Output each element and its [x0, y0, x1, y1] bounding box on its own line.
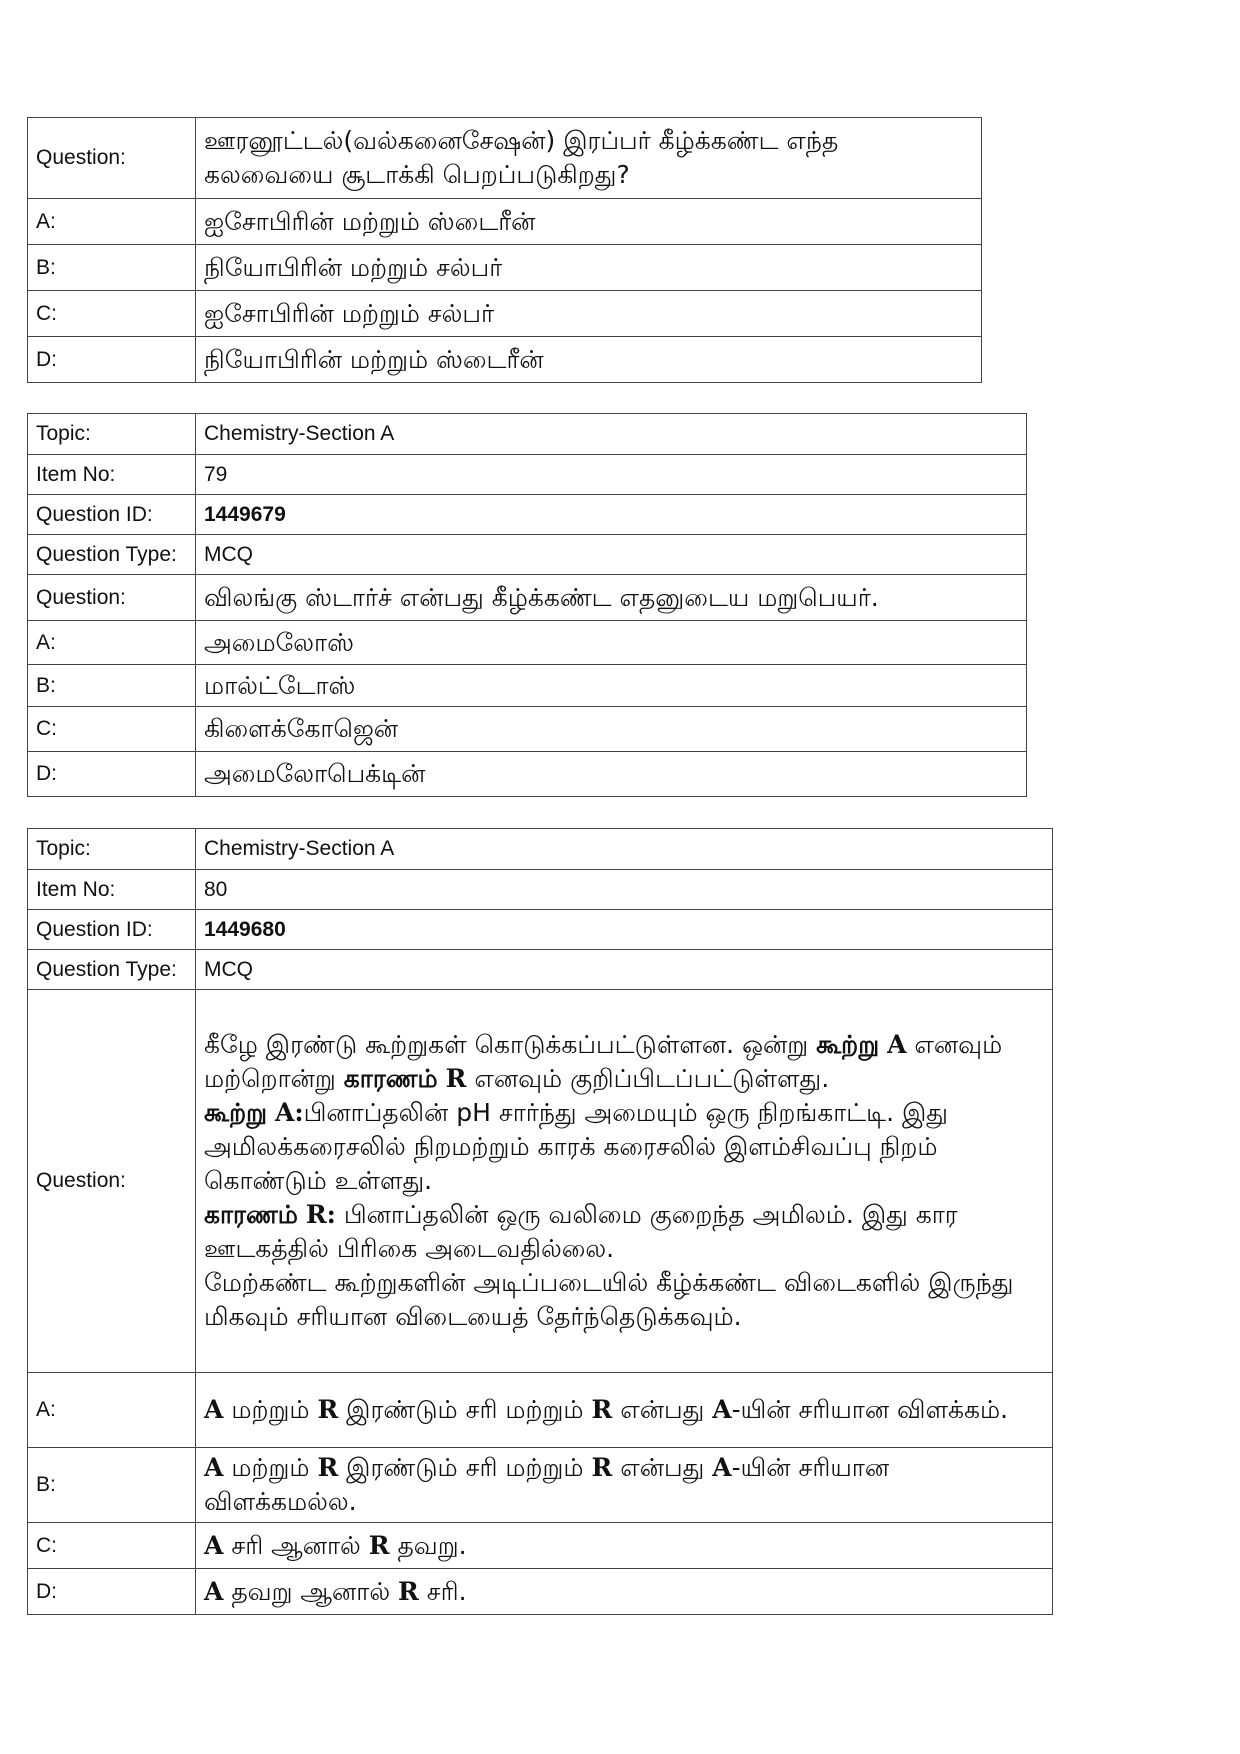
- option-b-text: [196, 1448, 1053, 1523]
- statement-heading: கூற்று: [204, 1098, 267, 1127]
- letter-r: R: [368, 1530, 390, 1560]
- option-text: -யின் சரியான விளக்கமல்ல.: [204, 1453, 890, 1516]
- letter-r: R: [317, 1395, 339, 1424]
- option-row-d: [28, 337, 982, 383]
- option-text: மற்றும்: [223, 1395, 318, 1424]
- option-a-label: A:: [28, 621, 196, 665]
- item-no-row: [28, 870, 1053, 910]
- question-80-table: [27, 828, 1053, 1615]
- question-type-value: MCQ: [196, 535, 1027, 575]
- option-a-text: ஐசோபிரின் மற்றும் ஸ்டைரீன்: [196, 199, 982, 245]
- question-row: [28, 990, 1053, 1373]
- option-text: -யின் சரியான விளக்கம்.: [731, 1395, 1009, 1424]
- question-label: Question:: [28, 118, 196, 199]
- option-d-text: [196, 1569, 1053, 1615]
- option-row-b: [28, 1448, 1053, 1523]
- letter-r: R: [445, 1064, 467, 1093]
- statement-text: பினாப்தலின் pH சார்ந்து அமையும் ஒரு நிறங்காட்டி. இது அமிலக்கரைசலில் நிறமற்றும் காரக் கரைசலில் இளம்சிவப்பு நிறம் கொண்டும் உள்ளது.: [204, 1098, 948, 1195]
- statement-letter: A:: [274, 1098, 304, 1127]
- instruction-text: மேற்கண்ட கூற்றுகளின் அடிப்படையில் கீழ்க்கண்ட விடைகளில் இருந்து மிகவும் சரியான விடையைத் தேர்ந்தெடுக்கவும்.: [204, 1268, 1014, 1331]
- statement-word: கூற்று: [816, 1030, 880, 1059]
- option-d-label: D:: [28, 1569, 196, 1615]
- question-text: ஊரனூட்டல்(வல்கனைசேஷன்) இரப்பர் கீழ்க்கண்ட எந்த கலவையை சூடாக்கி பெறப்படுகிறது?: [196, 118, 982, 199]
- question-id-row: [28, 495, 1027, 535]
- item-no-value: 79: [196, 455, 1027, 495]
- option-text: என்பது: [612, 1453, 713, 1482]
- option-c-text: [196, 1523, 1053, 1569]
- topic-label: Topic:: [28, 829, 196, 870]
- intro-text: கீழே இரண்டு கூற்றுகள் கொடுக்கப்பட்டுள்ளன. ஒன்று: [204, 1030, 817, 1059]
- letter-a: A: [712, 1453, 732, 1482]
- option-text: மற்றும்: [223, 1453, 318, 1482]
- option-row-a: [28, 1373, 1053, 1448]
- option-row-c: [28, 291, 982, 337]
- option-b-text: நியோபிரின் மற்றும் சல்பர்: [196, 245, 982, 291]
- option-row-d: [28, 1569, 1053, 1615]
- option-a-text: அமைலோஸ்: [196, 621, 1027, 665]
- letter-r: R: [398, 1576, 419, 1606]
- option-a-text: [196, 1373, 1053, 1448]
- option-b-label: B:: [28, 245, 196, 291]
- option-c-text: ஐசோபிரின் மற்றும் சல்பர்: [196, 291, 982, 337]
- option-d-text: அமைலோபெக்டின்: [196, 752, 1027, 797]
- reason-word: காரணம்: [343, 1064, 438, 1093]
- option-d-label: D:: [28, 337, 196, 383]
- option-text: சரி.: [418, 1576, 467, 1606]
- question-type-label: Question Type:: [28, 535, 196, 575]
- option-row-c: [28, 1523, 1053, 1569]
- question-id-label: Question ID:: [28, 910, 196, 950]
- option-row-b: [28, 665, 1027, 707]
- option-a-label: A:: [28, 199, 196, 245]
- item-no-value: 80: [196, 870, 1053, 910]
- question-type-value: MCQ: [196, 950, 1053, 990]
- question-text: விலங்கு ஸ்டார்ச் என்பது கீழ்க்கண்ட எதனுடைய மறுபெயர்.: [196, 575, 1027, 621]
- topic-value: Chemistry-Section A: [196, 414, 1027, 455]
- intro-text-3: எனவும் குறிப்பிடப்பட்டுள்ளது.: [466, 1064, 830, 1093]
- option-text: தவறு ஆனால்: [223, 1576, 399, 1606]
- question-type-row: [28, 535, 1027, 575]
- option-text: இரண்டும் சரி மற்றும்: [338, 1453, 592, 1482]
- question-label: Question:: [28, 575, 196, 621]
- question-row: [28, 575, 1027, 621]
- question-id-value: 1449680: [196, 910, 1053, 950]
- option-c-label: C:: [28, 707, 196, 752]
- option-text: தவறு.: [389, 1530, 467, 1560]
- letter-r: R: [591, 1453, 613, 1482]
- question-type-row: [28, 950, 1053, 990]
- question-id-label: Question ID:: [28, 495, 196, 535]
- question-text: [196, 990, 1053, 1373]
- question-label: Question:: [28, 990, 196, 1373]
- option-c-label: C:: [28, 291, 196, 337]
- option-b-label: B:: [28, 665, 196, 707]
- question-78-table: [27, 117, 982, 383]
- item-no-label: Item No:: [28, 455, 196, 495]
- intro-text-2: எனவும் மற்றொன்று: [204, 1030, 1003, 1093]
- topic-row: [28, 414, 1027, 455]
- option-c-text: கிளைக்கோஜென்: [196, 707, 1027, 752]
- option-b-label: B:: [28, 1448, 196, 1523]
- question-type-label: Question Type:: [28, 950, 196, 990]
- option-a-label: A:: [28, 1373, 196, 1448]
- reason-text: பினாப்தலின் ஒரு வலிமை குறைந்த அமிலம். இது கார ஊடகத்தில் பிரிகை அடைவதில்லை.: [204, 1200, 958, 1263]
- option-row-b: [28, 245, 982, 291]
- question-row: [28, 118, 982, 199]
- topic-label: Topic:: [28, 414, 196, 455]
- reason-letter: R:: [305, 1200, 336, 1229]
- item-no-row: [28, 455, 1027, 495]
- letter-a: A: [887, 1030, 907, 1059]
- letter-r: R: [591, 1395, 613, 1424]
- letter-a: A: [204, 1576, 224, 1606]
- topic-value: Chemistry-Section A: [196, 829, 1053, 870]
- reason-heading: காரணம்: [204, 1200, 298, 1229]
- letter-r: R: [317, 1453, 339, 1482]
- option-row-a: [28, 621, 1027, 665]
- letter-a: A: [204, 1453, 224, 1482]
- option-row-d: [28, 752, 1027, 797]
- option-b-text: மால்ட்டோஸ்: [196, 665, 1027, 707]
- option-text: சரி ஆனால்: [223, 1530, 369, 1560]
- option-text: என்பது: [612, 1395, 713, 1424]
- letter-a: A: [712, 1395, 732, 1424]
- question-79-table: [27, 413, 1027, 797]
- option-row-c: [28, 707, 1027, 752]
- option-d-label: D:: [28, 752, 196, 797]
- option-d-text: நியோபிரின் மற்றும் ஸ்டைரீன்: [196, 337, 982, 383]
- question-id-row: [28, 910, 1053, 950]
- option-c-label: C:: [28, 1523, 196, 1569]
- topic-row: [28, 829, 1053, 870]
- option-text: இரண்டும் சரி மற்றும்: [338, 1395, 592, 1424]
- letter-a: A: [204, 1530, 224, 1560]
- question-id-value: 1449679: [196, 495, 1027, 535]
- option-row-a: [28, 199, 982, 245]
- item-no-label: Item No:: [28, 870, 196, 910]
- letter-a: A: [204, 1395, 224, 1424]
